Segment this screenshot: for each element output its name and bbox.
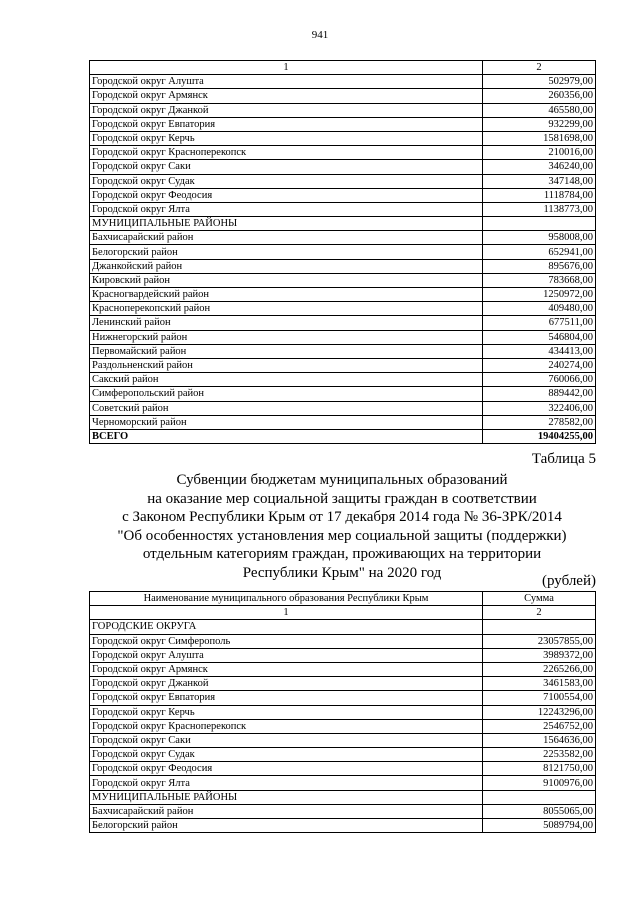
table-row: [90, 330, 596, 344]
row-value: 895676,00: [483, 259, 596, 273]
table-row: [90, 819, 596, 833]
table-row: [90, 89, 596, 103]
table-header-row: [90, 592, 596, 606]
row-value: 3989372,00: [483, 648, 596, 662]
row-name: Городской округ Армянск: [90, 662, 483, 676]
column-number-row: [90, 606, 596, 620]
table-row: [90, 387, 596, 401]
table-row: [90, 344, 596, 358]
table-label: Таблица 5: [531, 451, 596, 467]
row-value: 240274,00: [483, 358, 596, 372]
row-name: Городской округ Джанкой: [90, 103, 483, 117]
row-value: 23057855,00: [483, 634, 596, 648]
row-name: Белогорский район: [90, 245, 483, 259]
row-value: 347148,00: [483, 174, 596, 188]
row-name: Городской округ Евпатория: [90, 691, 483, 705]
row-value: 1118784,00: [483, 188, 596, 202]
table-row: [90, 245, 596, 259]
row-name: Городской округ Феодосия: [90, 188, 483, 202]
row-name: Городской округ Керчь: [90, 131, 483, 145]
row-value: 677511,00: [483, 316, 596, 330]
row-value: 889442,00: [483, 387, 596, 401]
table-row: [90, 160, 596, 174]
table-row: [90, 273, 596, 287]
table-row: [90, 620, 596, 634]
row-name: Городской округ Евпатория: [90, 117, 483, 131]
title-line: с Законом Республики Крым от 17 декабря 2014 года № 36-ЗРК/2014: [122, 509, 562, 526]
row-value: 546804,00: [483, 330, 596, 344]
row-value: [483, 790, 596, 804]
row-value: 8121750,00: [483, 762, 596, 776]
row-name: Нижнегорский район: [90, 330, 483, 344]
row-name: Городской округ Ялта: [90, 776, 483, 790]
row-name: Черноморский район: [90, 415, 483, 429]
row-name: Джанкойский район: [90, 259, 483, 273]
subsidy-table-5: [89, 591, 596, 833]
title-line: отдельным категориям граждан, проживающих на территории: [142, 546, 542, 563]
row-name: Городской округ Красноперекопск: [90, 146, 483, 160]
row-name: МУНИЦИПАЛЬНЫЕ РАЙОНЫ: [90, 790, 483, 804]
table-row: [90, 804, 596, 818]
page-number: 941: [311, 29, 329, 41]
table-row: [90, 259, 596, 273]
column-header-sum: Сумма: [483, 592, 596, 606]
subsidy-table-continued: [89, 60, 596, 444]
column-header-name: Наименование муниципального образования Республики Крым: [90, 592, 483, 606]
table-row: [90, 719, 596, 733]
table-row: [90, 415, 596, 429]
row-value: 502979,00: [483, 75, 596, 89]
row-value: 1564636,00: [483, 733, 596, 747]
row-value: 12243296,00: [483, 705, 596, 719]
row-name: Городской округ Алушта: [90, 75, 483, 89]
row-name: Сакский район: [90, 373, 483, 387]
row-value: 1581698,00: [483, 131, 596, 145]
row-value: 7100554,00: [483, 691, 596, 705]
row-name: Красногвардейский район: [90, 288, 483, 302]
row-value: 322406,00: [483, 401, 596, 415]
table-row: [90, 790, 596, 804]
row-name: Городской округ Феодосия: [90, 762, 483, 776]
table-row: [90, 103, 596, 117]
row-name: Городской округ Судак: [90, 748, 483, 762]
column-number: 2: [483, 606, 596, 620]
table-row: [90, 231, 596, 245]
row-value: 3461583,00: [483, 677, 596, 691]
table-row: [90, 75, 596, 89]
table-row: [90, 146, 596, 160]
table-row: [90, 648, 596, 662]
row-value: 2546752,00: [483, 719, 596, 733]
table-row: [90, 202, 596, 216]
row-value: 8055065,00: [483, 804, 596, 818]
total-row: [90, 429, 596, 443]
units-label: (рублей): [541, 573, 596, 589]
row-value: 932299,00: [483, 117, 596, 131]
table-row: [90, 117, 596, 131]
row-value: [483, 217, 596, 231]
column-number: 2: [483, 61, 596, 75]
table-row: [90, 302, 596, 316]
row-value: 409480,00: [483, 302, 596, 316]
row-name: Городской округ Керчь: [90, 705, 483, 719]
column-number: 1: [90, 606, 483, 620]
row-name: Городской округ Ялта: [90, 202, 483, 216]
row-value: 1138773,00: [483, 202, 596, 216]
title-line: Субвенции бюджетам муниципальных образований: [176, 472, 508, 488]
table-row: [90, 705, 596, 719]
row-value: 2253582,00: [483, 748, 596, 762]
row-name: ГОРОДСКИЕ ОКРУГА: [90, 620, 483, 634]
row-value: 278582,00: [483, 415, 596, 429]
title-line: на оказание мер социальной защиты граждан в соответствии: [147, 490, 537, 507]
table-row: [90, 358, 596, 372]
table-row: [90, 634, 596, 648]
row-name: Ленинский район: [90, 316, 483, 330]
row-name: МУНИЦИПАЛЬНЫЕ РАЙОНЫ: [90, 217, 483, 231]
table-row: [90, 762, 596, 776]
total-value: 19404255,00: [483, 429, 596, 443]
row-value: 465580,00: [483, 103, 596, 117]
column-number-row: [90, 61, 596, 75]
row-name: Симферопольский район: [90, 387, 483, 401]
table-title: [89, 471, 595, 583]
row-value: 2265266,00: [483, 662, 596, 676]
row-name: Городской округ Джанкой: [90, 677, 483, 691]
total-label: ВСЕГО: [90, 429, 483, 443]
row-value: 434413,00: [483, 344, 596, 358]
table-row: [90, 733, 596, 747]
table-row: [90, 677, 596, 691]
table-row: [90, 174, 596, 188]
row-value: 958008,00: [483, 231, 596, 245]
row-name: Городской округ Красноперекопск: [90, 719, 483, 733]
table-row: [90, 188, 596, 202]
table-row: [90, 748, 596, 762]
table-row: [90, 288, 596, 302]
row-name: Городской округ Алушта: [90, 648, 483, 662]
row-value: 783668,00: [483, 273, 596, 287]
row-name: Бахчисарайский район: [90, 231, 483, 245]
row-value: 9100976,00: [483, 776, 596, 790]
title-line: Республики Крым" на 2020 год: [242, 564, 442, 581]
row-name: Городской округ Саки: [90, 160, 483, 174]
row-name: Кировский район: [90, 273, 483, 287]
row-name: Советский район: [90, 401, 483, 415]
row-name: Первомайский район: [90, 344, 483, 358]
column-number: 1: [90, 61, 483, 75]
table-row: [90, 316, 596, 330]
table-row: [90, 217, 596, 231]
row-name: Белогорский район: [90, 819, 483, 833]
row-name: Городской округ Судак: [90, 174, 483, 188]
row-name: Бахчисарайский район: [90, 804, 483, 818]
table-row: [90, 131, 596, 145]
row-value: 346240,00: [483, 160, 596, 174]
row-value: 210016,00: [483, 146, 596, 160]
row-value: 652941,00: [483, 245, 596, 259]
row-value: 260356,00: [483, 89, 596, 103]
title-line: "Об особенностях установления мер социальной защиты (поддержки): [117, 527, 567, 544]
row-name: Красноперекопский район: [90, 302, 483, 316]
row-value: 760066,00: [483, 373, 596, 387]
table-row: [90, 776, 596, 790]
table-row: [90, 691, 596, 705]
row-name: Раздольненский район: [90, 358, 483, 372]
row-name: Городской округ Симферополь: [90, 634, 483, 648]
table-row: [90, 662, 596, 676]
row-value: [483, 620, 596, 634]
table-row: [90, 373, 596, 387]
row-name: Городской округ Саки: [90, 733, 483, 747]
row-value: 1250972,00: [483, 288, 596, 302]
table-row: [90, 401, 596, 415]
row-value: 5089794,00: [483, 819, 596, 833]
row-name: Городской округ Армянск: [90, 89, 483, 103]
